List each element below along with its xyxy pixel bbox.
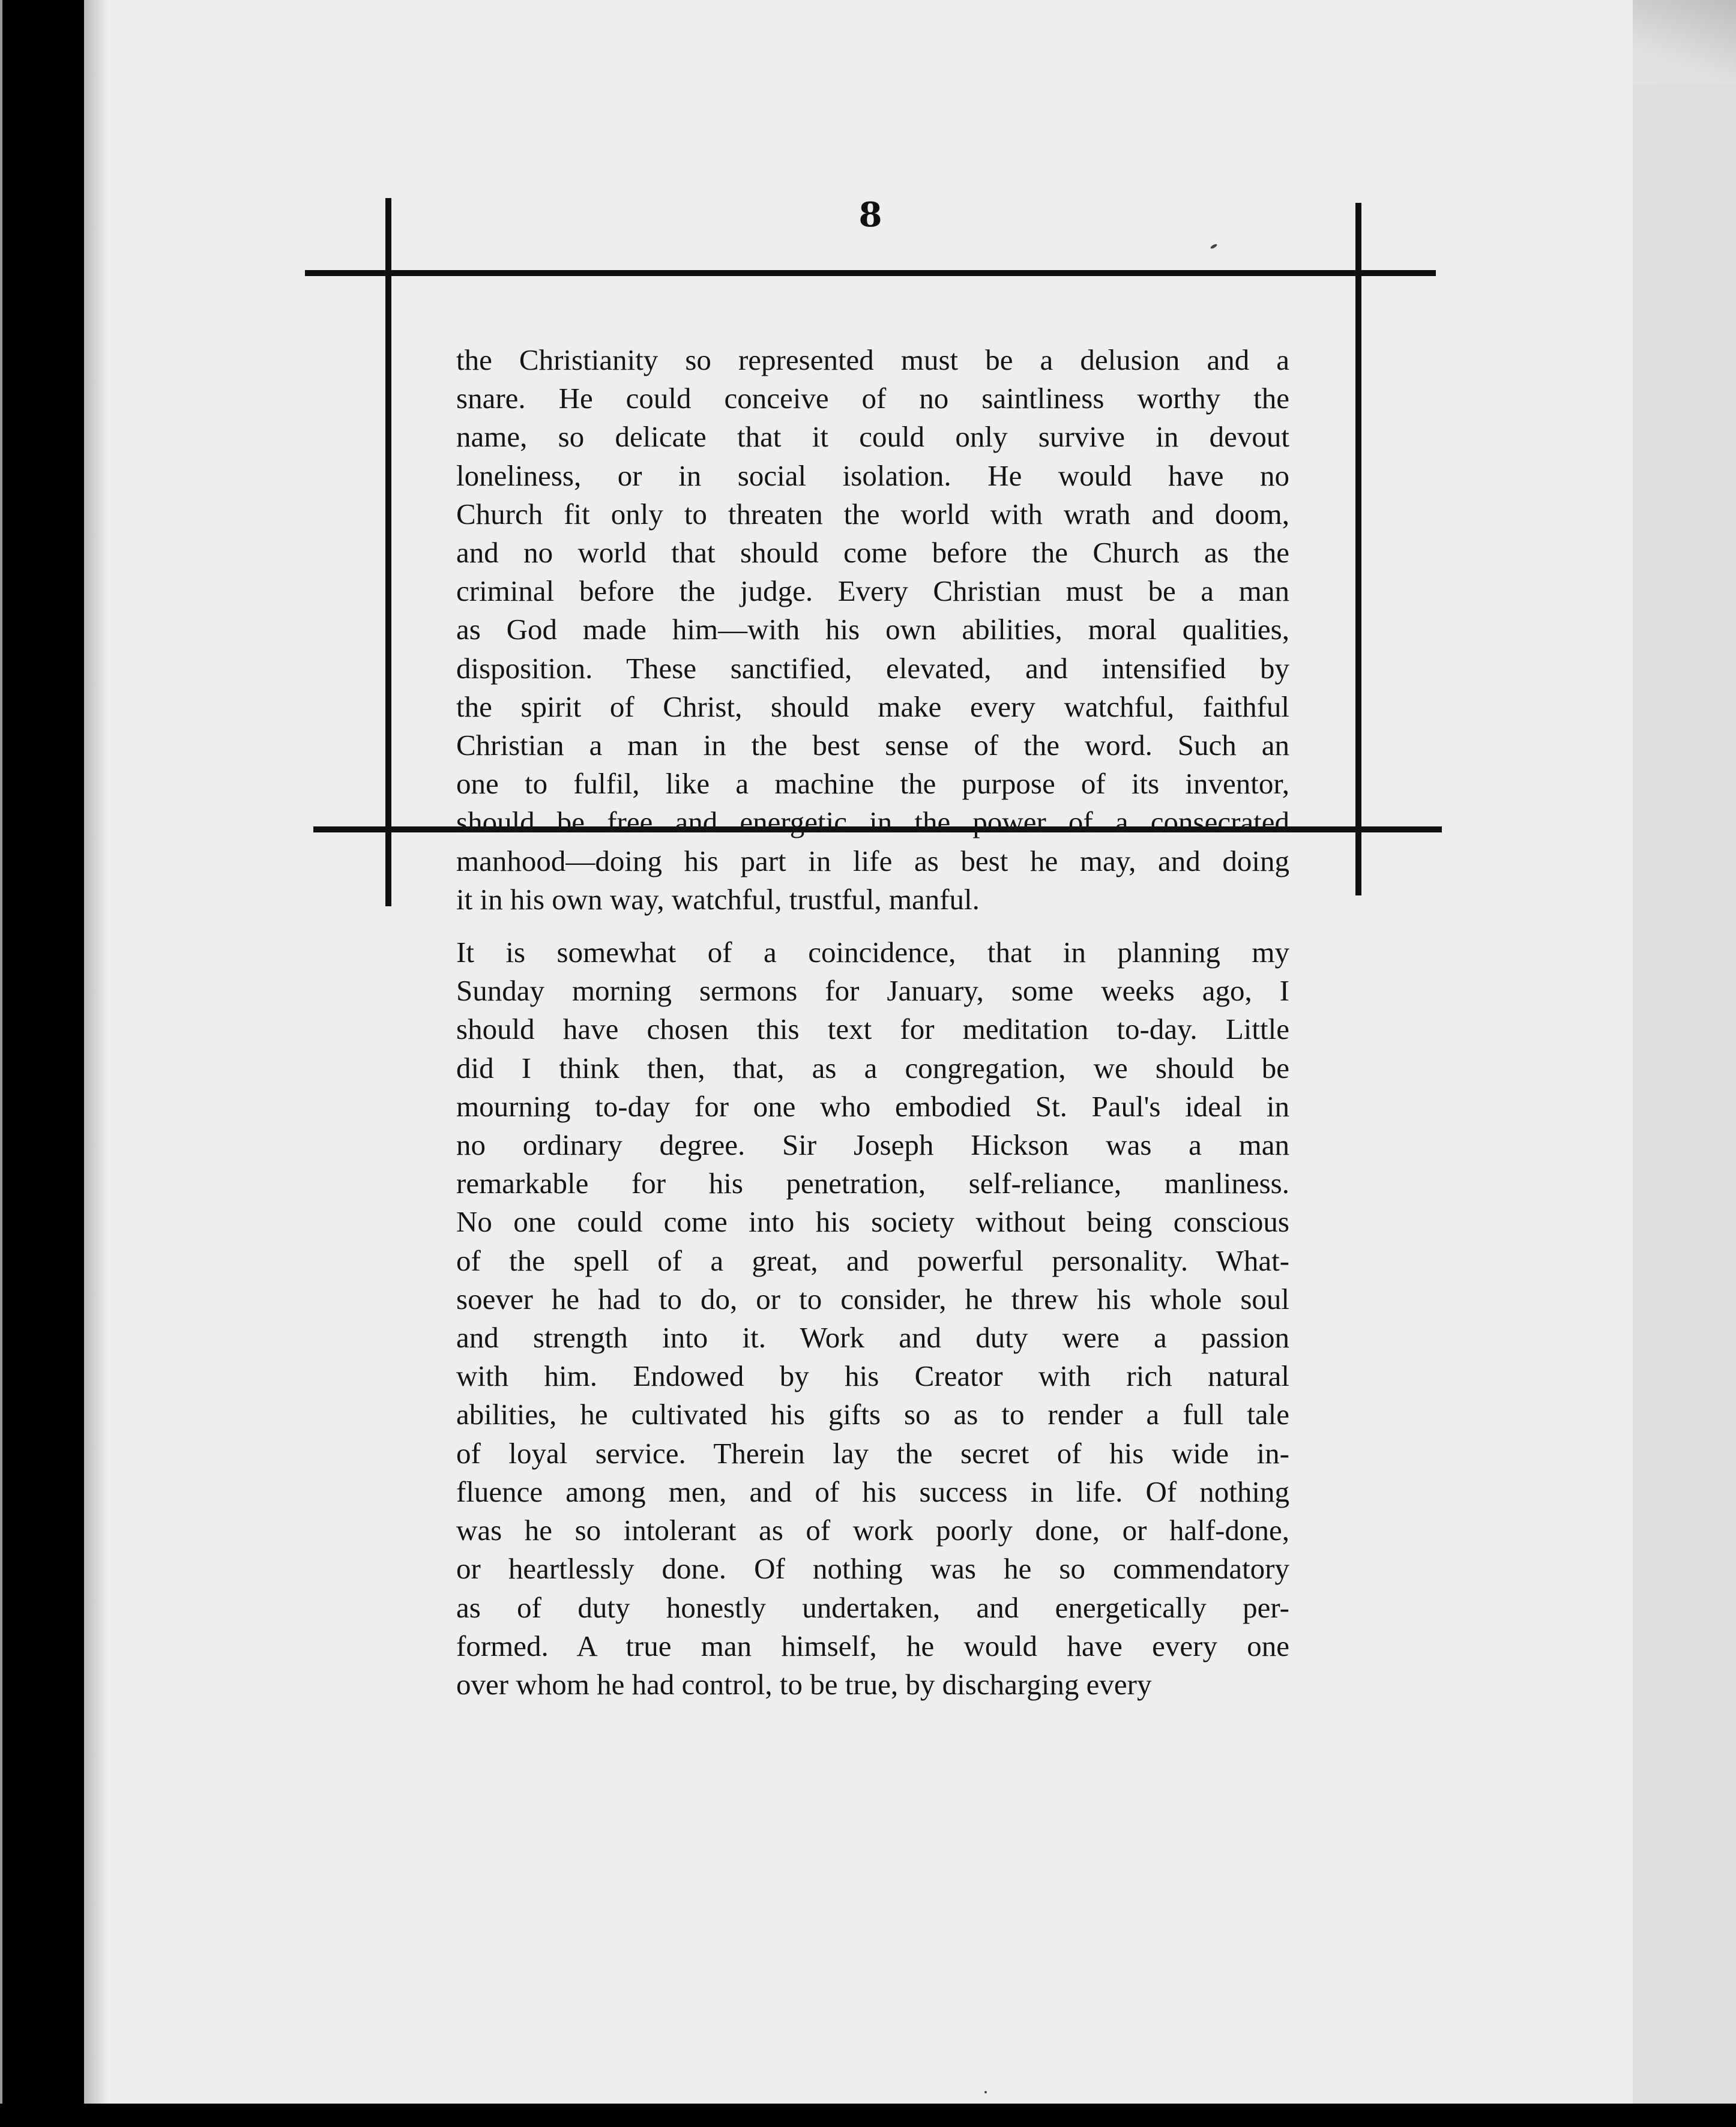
text-line: manhood—doing his part in life as best he may, and doing (456, 844, 1289, 877)
text-line: loneliness, or in social isolation. He would have no (456, 459, 1289, 492)
paragraph-2 (456, 933, 1289, 1704)
text-line: and strength into it. Work and duty were a passion (456, 1321, 1289, 1355)
binding-edge (0, 0, 2, 2127)
text-line: over whom he had control, to be true, by discharging every (456, 1667, 1152, 1701)
text-line: mourning to-day for one who embodied St. Paul's ideal in (456, 1089, 1289, 1123)
text-line: disposition. These sanctified, elevated, and intensified by (456, 651, 1289, 685)
text-line: No one could come into his society without being conscious (456, 1205, 1289, 1239)
text-line: with him. Endowed by his Creator with rich natural (456, 1359, 1289, 1393)
text-line: abilities, he cultivated his gifts so as to render a full tale (456, 1398, 1289, 1431)
text-line: name, so delicate that it could only survive in devout (456, 420, 1289, 454)
text-line: Christian a man in the best sense of the word. Such an (456, 729, 1289, 762)
text-line: as of duty honestly undertaken, and energetically per- (456, 1590, 1289, 1624)
text-line: or heartlessly done. Of nothing was he so commendatory (456, 1552, 1289, 1586)
text-line: no ordinary degree. Sir Joseph Hickson was a man (456, 1128, 1289, 1162)
text-line: criminal before the judge. Every Christian must be a man (456, 574, 1289, 608)
text-line: the Christianity so represented must be a delusion and a (456, 343, 1289, 376)
underlying-page-edge-2 (1621, 0, 1736, 2127)
text-line: did I think then, that, as a congregation, we should be (456, 1051, 1289, 1085)
text-line: and no world that should come before the Church as the (456, 536, 1289, 570)
text-line: Sunday morning sermons for January, some weeks ago, I (456, 974, 1289, 1008)
text-line: should be free and energetic in the power of a consecrated (456, 805, 1289, 839)
text-line: of the spell of a great, and powerful personality. What- (456, 1244, 1289, 1277)
text-line: it in his own way, watchful, trustful, manful. (456, 882, 980, 916)
frame-top-rule (305, 270, 1436, 276)
text-line: was he so intolerant as of work poorly done, or half-done, (456, 1514, 1289, 1547)
text-line: remarkable for his penetration, self-reliance, manliness. (456, 1167, 1289, 1200)
text-line: should have chosen this text for meditation to-day. Little (456, 1012, 1289, 1046)
text-line: fluence among men, and of his success in life. Of nothing (456, 1475, 1289, 1508)
text-line: the spirit of Christ, should make every watchful, faithful (456, 690, 1289, 723)
frame-left-rule (385, 198, 391, 906)
text-line: Church fit only to threaten the world with wrath and doom, (456, 497, 1289, 531)
text-line: one to fulfil, like a machine the purpose of its inventor, (456, 767, 1289, 801)
text-line: snare. He could conceive of no saintliness worthy the (456, 382, 1289, 415)
gutter-shadow (84, 0, 108, 2127)
body-text (456, 341, 1289, 1704)
text-line: of loyal service. Therein lay the secret of his wide in- (456, 1436, 1289, 1470)
paragraph-1 (456, 341, 1289, 919)
ink-speck (984, 2091, 987, 2093)
text-line: as God made him—with his own abilities, moral qualities, (456, 613, 1289, 646)
scan-border-bottom (0, 2104, 1736, 2127)
text-line: soever he had to do, or to consider, he threw his whole soul (456, 1282, 1289, 1316)
frame-right-rule (1355, 203, 1361, 895)
text-line: It is somewhat of a coincidence, that in planning my (456, 936, 1289, 969)
text-line: formed. A true man himself, he would have every one (456, 1629, 1289, 1662)
page-number: 8 (858, 195, 882, 235)
